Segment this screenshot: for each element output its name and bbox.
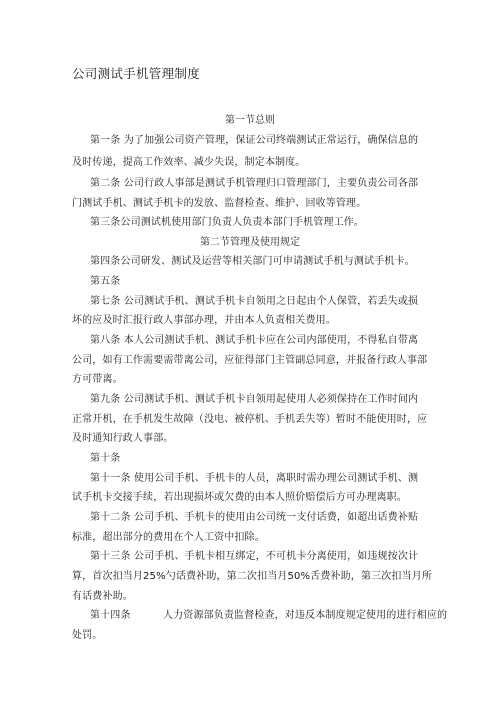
article-12-line-1: 第十二条 公司手机、手机卡的使用由公司统一支付话费，如超出话费补贴 [90,512,419,523]
article-5-line-1: 第五条 [90,276,121,287]
article-13-line-1: 第十三条 公司手机、手机卡相互绑定，不可机卡分离使用，如违规按次计 [90,551,419,562]
article-8-line-3: 方可带离。 [72,374,123,385]
article-2-line-1: 第二条 公司行政人事部是测试手机管理归口管理部门，主要负责公司各部 [90,178,419,189]
article-14-label: 第十四条 [90,610,131,621]
article-9-line-3: 及时通知行政人事部。 [72,433,174,444]
article-3-line-1: 第三条公司测试机使用部门负责人负责本部门手机管理工作。 [90,217,365,228]
article-14-line-2: 处罚。 [72,630,103,641]
article-8-line-2: 公司，如有工作需要需带离公司，应征得部门主管副总同意，并报备行政人事部 [72,355,428,366]
article-8-line-1: 第八条 本人公司测试手机、测试手机卡应在公司内部使用，不得私自带离 [90,335,419,346]
article-2-line-2: 门测试手机、测试手机卡的发放、监督检查、维护、回收等管理。 [72,198,367,209]
document-title: 公司测试手机管理制度 [72,66,201,81]
article-9-line-2: 正常开机，在手机发生故障（没电、被停机、手机丢失等）暂时不能使用时，应 [72,414,428,425]
article-11-line-1: 第十一条 使用公司手机、手机卡的人员，离职时需办理公司测试手机、测 [90,473,419,484]
section-heading-general: 第一节总则 [225,115,275,126]
article-4-line-1: 第四条公司研发、测试及运营等相关部门可申请测试手机与测试手机卡。 [90,256,415,267]
article-7-line-2: 坏的应及时汇报行政人事部办理，并由本人负责相关费用。 [72,315,336,326]
article-13-line-3: 有话费补助。 [72,591,133,602]
article-10-line-1: 第十条 [90,453,121,464]
article-13-line-2: 算，首次扣当月25%勺话费补助，第二次扣当月50%舌费补助，第三次扣当月所 [72,571,433,582]
article-1-line-2: 及时传递，提高工作效率、减少失误，制定本制度。 [72,157,306,168]
article-1-line-1: 第一条 为了加强公司资产管理，保证公司终端测试正常运行，确保信息的 [90,135,419,146]
section-heading-management: 第二节管理及使用规定 [200,237,300,248]
article-9-line-1: 第九条 公司测试手机、测试手机卡自领用起使用人必须保持在工作时间内 [90,394,419,405]
article-11-line-2: 试手机卡交接手续，若出现损坏或欠费的由本人照价赔偿后方可办理离职。 [72,492,407,503]
article-12-line-2: 标准，超出部分的费用在个人工资中扣除。 [72,532,265,543]
article-7-line-1: 第七条 公司测试手机、测试手机卡自领用之日起由个人保管，若丢失或损 [90,296,419,307]
article-14-line-1: 人力资源部负责监督检查，对违反本制度规定使用的进行相应的 [163,610,448,621]
